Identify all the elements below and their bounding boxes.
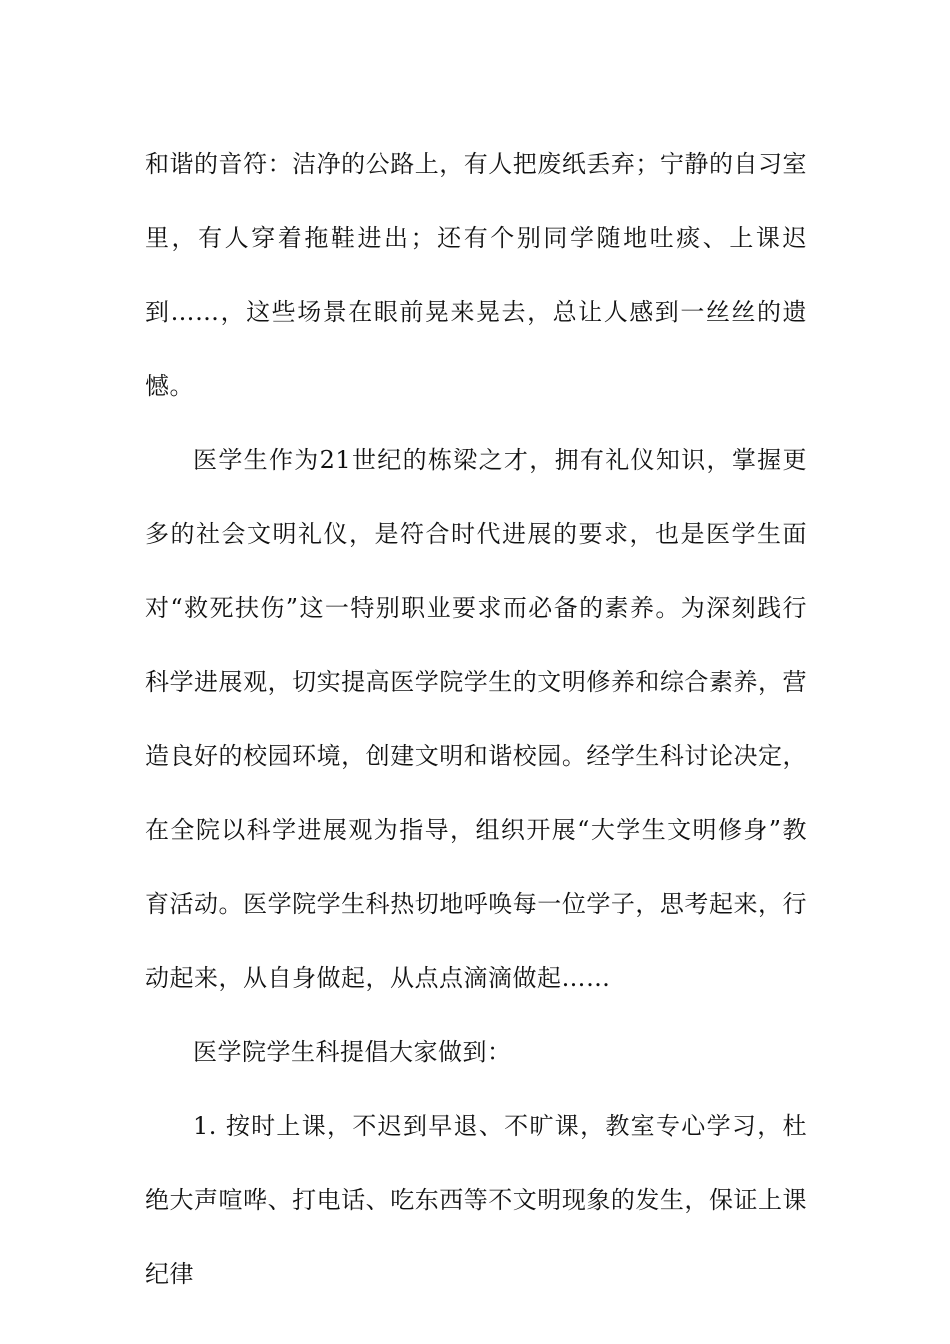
paragraph-item-1: 1. 按时上课，不迟到早退、不旷课，教室专心学习，杜绝大声喧哗、打电话、吃东西等不文明现象的发生，保证上课纪律 — [145, 1112, 807, 1288]
paragraph-medical-students: 医学生作为21世纪的栋梁之才，拥有礼仪知识，掌握更多的社会文明礼仪，是符合时代进展的要求，也是医学生面对“救死扶伤”这一特别职业要求而必备的素养。为深刻践行科学进展观，切实提高医学院学生的文明修养和综合素养，营造良好的校园环境，创建文明和谐校园。经学生科讨论决定，在全院以科学进展观为指导，组织开展“大学生文明修身”教育活动。医学院学生科热切地呼唤每一位学子，思考起来，行动起来，从自身做起，从点点滴滴做起…… — [145, 446, 807, 992]
paragraph-continuation: 和谐的音符：洁净的公路上，有人把废纸丢弃；宁静的自习室里，有人穿着拖鞋进出；还有个别同学随地吐痰、上课迟到……，这些场景在眼前晃来晃去，总让人感到一丝丝的遗憾。 — [145, 150, 807, 400]
document-body — [145, 127, 807, 1311]
paragraph-advocacy-intro: 医学院学生科提倡大家做到： — [193, 1038, 512, 1066]
